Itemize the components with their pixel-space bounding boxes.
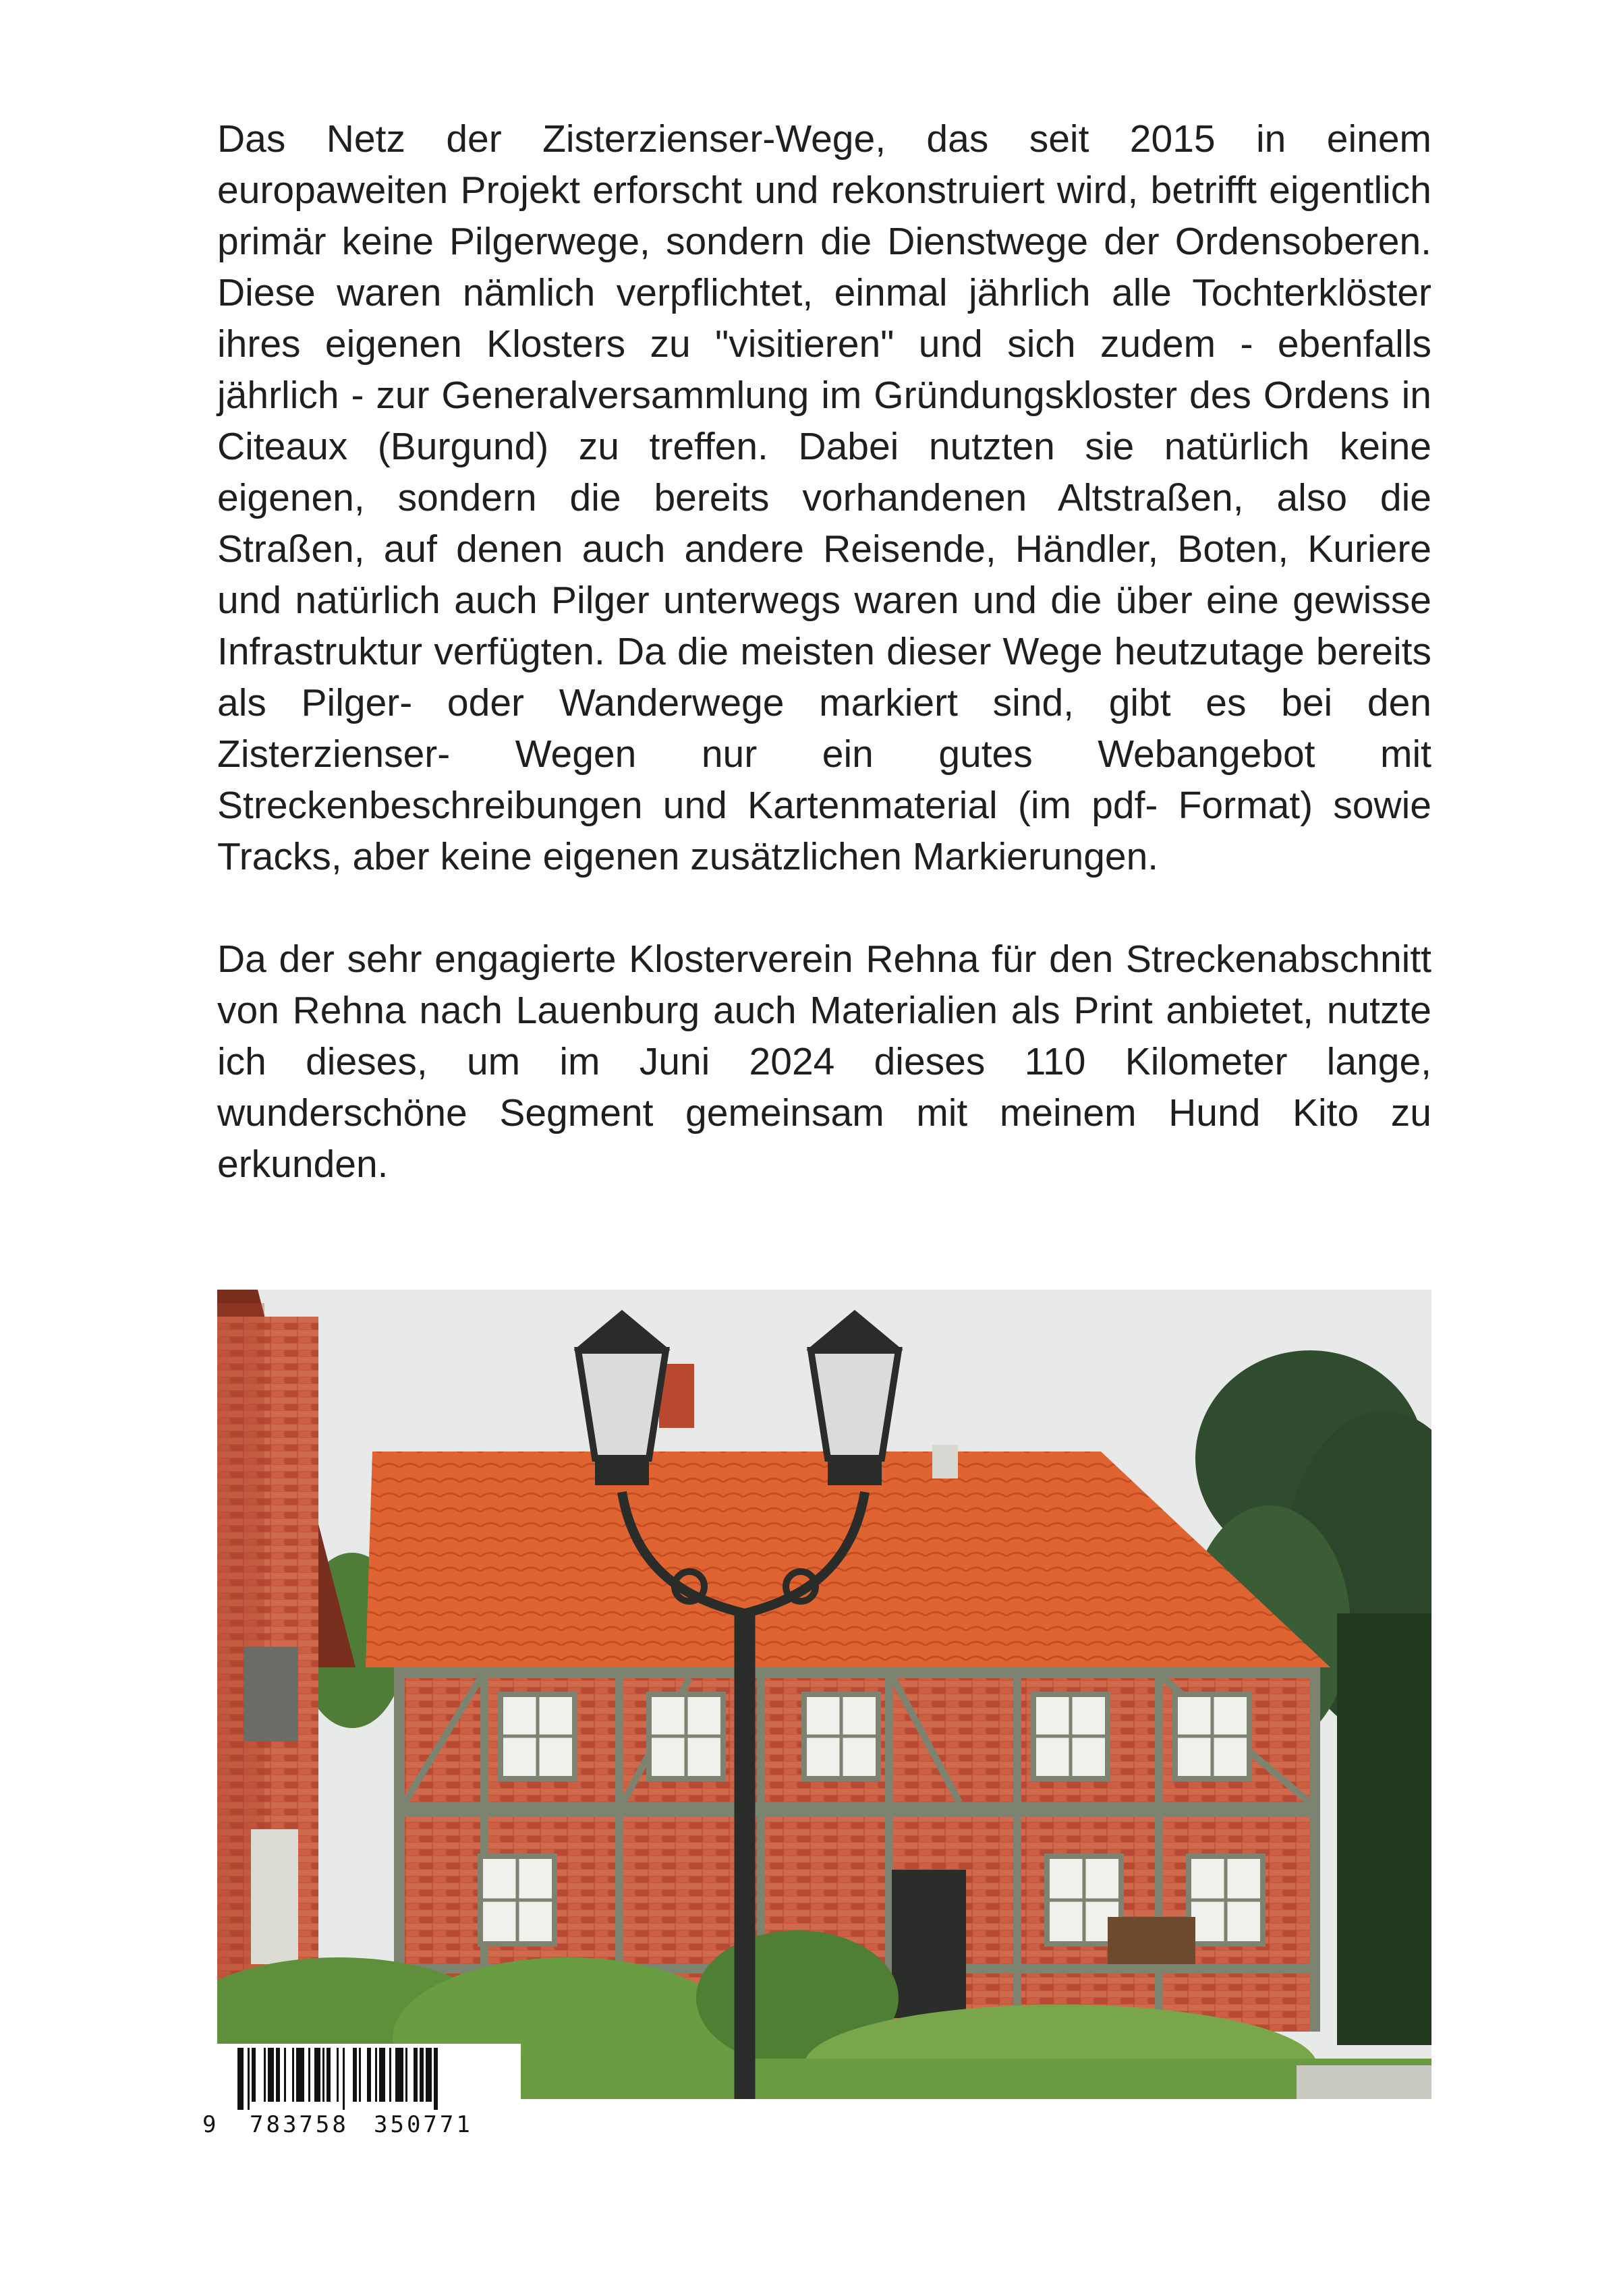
paragraph: Da der sehr engagierte Klosterverein Rehna für den Streckenabschnitt von Rehna nach Lauenburg auch Materialien als Print anbietet, nutzte ich dieses, um im Juni 2024 dieses 110 Kilometer lange, wunderschöne Segment gemeinsam mit meinem Hund Kito zu erkunden.	[217, 938, 1431, 1186]
barcode-bar	[252, 2048, 256, 2102]
barcode-bar	[268, 2048, 274, 2102]
isbn-barcode	[197, 2044, 521, 2145]
barcode-bar	[379, 2048, 385, 2102]
photo-half-timbered-house	[217, 1290, 1431, 2099]
body-text	[217, 113, 1431, 1190]
house-photo-illustration	[217, 1290, 1431, 2099]
barcode-lead-digit: 9	[202, 2111, 217, 2138]
barcode-bar	[237, 2048, 244, 2110]
paragraph: Das Netz der Zisterzienser-Wege, das seit 2015 in einem europaweiten Projekt erforscht und rekonstruiert wird, betrifft eigentlich primär keine Pilgerwege, sondern die Dienstwege der Ordensoberen. Diese waren nämlich verpflichtet, einmal jährlich alle Tochterklöster ihres eigenen Klosters zu "visitieren" und sich zudem - ebenfalls jährlich - zur Generalversammlung im Gründungskloster des Ordens in Citeaux (Burgund) zu treffen. Dabei nutzten sie natürlich keine eigenen, sondern die bereits vorhandenen Altstraßen, also die Straßen, auf denen auch andere Reisende, Händler, Boten, Kuriere und natürlich auch Pilger unterwegs waren und die über eine gewisse Infrastruktur verfügten. Da die meisten dieser Wege heutzutage bereits als Pilger- oder Wanderwege markiert sind, gibt es bei den Zisterzienser- Wegen nur ein gutes Webangebot mit Streckenbeschreibungen und Kartenmaterial (im pdf- Format) sowie Tracks, aber keine eigenen zusätzlichen Markierungen.	[217, 117, 1431, 878]
barcode-bar	[375, 2048, 377, 2102]
barcode-bar	[337, 2048, 339, 2102]
barcode-bar	[284, 2048, 286, 2102]
barcode-bar	[395, 2048, 403, 2102]
barcode-bar	[292, 2048, 294, 2102]
barcode-bar	[314, 2048, 320, 2102]
barcode-bar	[420, 2048, 424, 2102]
barcode-bar	[326, 2048, 331, 2102]
barcode-bar	[322, 2048, 324, 2102]
barcode-bar	[426, 2048, 432, 2102]
barcode-bar	[353, 2048, 357, 2102]
barcode-bar	[367, 2048, 371, 2102]
barcode-left-digits: 783758	[250, 2111, 349, 2138]
barcode-bar	[359, 2048, 361, 2102]
barcode-bar	[248, 2048, 250, 2110]
barcode-bar	[264, 2048, 266, 2102]
barcode-bars	[237, 2048, 507, 2110]
barcode-right-digits: 350771	[374, 2111, 473, 2138]
barcode-bar	[296, 2048, 304, 2102]
barcode-bar	[434, 2048, 438, 2110]
barcode-bar	[405, 2048, 407, 2102]
barcode-bar	[308, 2048, 310, 2102]
barcode-bar	[414, 2048, 418, 2102]
barcode-bar	[389, 2048, 391, 2102]
barcode-bar	[276, 2048, 280, 2102]
barcode-bar	[343, 2048, 345, 2110]
